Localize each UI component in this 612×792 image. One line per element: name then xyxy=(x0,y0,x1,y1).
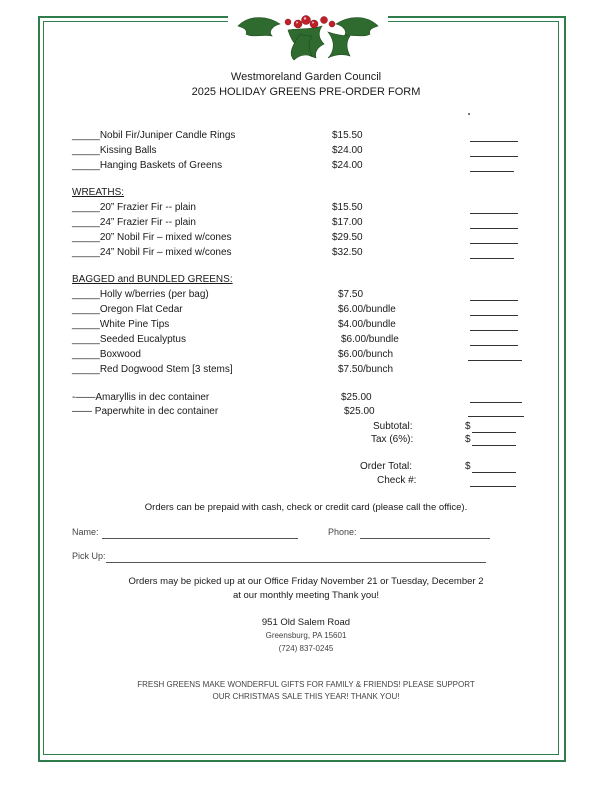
item-name: 20” Nobil Fir – mixed w/cones xyxy=(99,232,232,243)
item-name: Kissing Balls xyxy=(99,145,157,156)
pickup-note-line2: at our monthly meeting Thank you! xyxy=(232,590,380,601)
quantity-blank[interactable] xyxy=(470,202,518,214)
bagged-heading: BAGGED and BUNDLED GREENS: xyxy=(72,274,233,285)
form-title: 2025 HOLIDAY GREENS PRE-ORDER FORM xyxy=(191,86,421,98)
item-price: $17.00 xyxy=(332,217,363,228)
item-name: Oregon Flat Cedar xyxy=(99,304,183,315)
currency-sign: $ xyxy=(465,461,471,472)
quantity-blank[interactable] xyxy=(470,145,518,157)
container-item: -——Amaryllis in dec container xyxy=(72,392,210,403)
subtotal-label: Subtotal: xyxy=(373,421,413,432)
list-item: _____20” Frazier Fir -- plain xyxy=(72,202,196,213)
quantity-blank[interactable] xyxy=(470,232,518,244)
tax-field[interactable] xyxy=(472,434,516,446)
currency-sign: $ xyxy=(465,434,471,445)
quantity-blank[interactable] xyxy=(470,247,514,259)
item-name: 24” Nobil Fir – mixed w/cones xyxy=(99,247,232,258)
list-item: _____24” Frazier Fir -- plain xyxy=(72,217,196,228)
item-name: 20” Frazier Fir -- plain xyxy=(99,202,196,213)
item-price: $29.50 xyxy=(332,232,363,243)
list-item: _____Red Dogwood Stem [3 stems] xyxy=(72,364,233,375)
phone-field[interactable] xyxy=(360,537,490,539)
pickup-field[interactable] xyxy=(106,561,486,563)
payment-note: Orders can be prepaid with cash, check or credit card (please call the office). xyxy=(144,502,468,513)
subtotal-field[interactable] xyxy=(472,421,516,433)
item-name: Holly w/berries (per bag) xyxy=(99,289,209,300)
list-item: _____20” Nobil Fir – mixed w/cones xyxy=(72,232,232,243)
quantity-blank[interactable] xyxy=(470,304,518,316)
item-price: $32.50 xyxy=(332,247,363,258)
address-phone: (724) 837-0245 xyxy=(278,644,334,653)
quantity-blank[interactable] xyxy=(470,289,518,301)
wreaths-heading: WREATHS: xyxy=(72,187,125,198)
quantity-blank[interactable] xyxy=(470,130,518,142)
list-item: _____Kissing Balls xyxy=(72,145,157,156)
quantity-blank[interactable] xyxy=(470,334,518,346)
quantity-blank[interactable] xyxy=(470,217,518,229)
currency-sign: $ xyxy=(465,421,471,432)
list-item: _____Oregon Flat Cedar xyxy=(72,304,183,315)
footer-line2: OUR CHRISTMAS SALE THIS YEAR! THANK YOU! xyxy=(212,692,400,701)
holly-icon xyxy=(228,4,388,62)
item-name: Seeded Eucalyptus xyxy=(99,334,186,345)
check-label: Check #: xyxy=(377,475,417,486)
item-price: $15.50 xyxy=(332,202,363,213)
quantity-blank[interactable] xyxy=(470,160,514,172)
address-city: Greensburg, PA 15601 xyxy=(265,631,347,640)
item-name: Hanging Baskets of Greens xyxy=(99,160,223,171)
pickup-label: Pick Up: xyxy=(72,551,106,561)
stray-dot xyxy=(468,113,470,115)
order-total-label: Order Total: xyxy=(360,461,413,472)
tax-label: Tax (6%): xyxy=(371,434,414,445)
item-price: $24.00 xyxy=(332,145,363,156)
item-price: $4.00/bundle xyxy=(338,319,396,330)
item-name: Boxwood xyxy=(99,349,141,360)
list-item: _____White Pine Tips xyxy=(72,319,170,330)
list-item: _____Hanging Baskets of Greens xyxy=(72,160,223,171)
name-label: Name: xyxy=(72,527,99,537)
quantity-blank[interactable] xyxy=(468,405,524,417)
quantity-blank[interactable] xyxy=(470,391,522,403)
item-price: $25.00 xyxy=(341,392,372,403)
item-price: $24.00 xyxy=(332,160,363,171)
footer-line1: FRESH GREENS MAKE WONDERFUL GIFTS FOR FAMILY & FRIENDS! PLEASE SUPPORT xyxy=(137,680,475,689)
item-price: $25.00 xyxy=(344,406,375,417)
item-price: $7.50 xyxy=(338,289,364,300)
item-name: 24” Frazier Fir -- plain xyxy=(99,217,196,228)
list-item: _____Nobil Fir/Juniper Candle Rings xyxy=(72,130,236,141)
item-price: $7.50/bunch xyxy=(338,364,394,375)
phone-label: Phone: xyxy=(328,527,357,537)
list-item: _____Boxwood xyxy=(72,349,141,360)
item-price: $6.00/bundle xyxy=(338,304,396,315)
org-title: Westmoreland Garden Council xyxy=(230,71,382,83)
order-total-field[interactable] xyxy=(472,461,516,473)
name-field[interactable] xyxy=(102,537,298,539)
item-name: Red Dogwood Stem [3 stems] xyxy=(99,364,233,375)
list-item: _____24” Nobil Fir – mixed w/cones xyxy=(72,247,232,258)
item-price: $6.00/bunch xyxy=(338,349,394,360)
list-item: _____Seeded Eucalyptus xyxy=(72,334,186,345)
pickup-note-line1: Orders may be picked up at our Office Friday November 21 or Tuesday, December 2 xyxy=(128,576,484,587)
item-price: $15.50 xyxy=(332,130,363,141)
quantity-blank[interactable] xyxy=(468,349,522,361)
check-number-field[interactable] xyxy=(470,475,516,487)
container-item: —— Paperwhite in dec container xyxy=(72,406,219,417)
holly-decoration xyxy=(228,4,388,62)
list-item: _____Holly w/berries (per bag) xyxy=(72,289,209,300)
item-name: White Pine Tips xyxy=(99,319,170,330)
item-name: Nobil Fir/Juniper Candle Rings xyxy=(99,130,236,141)
quantity-blank[interactable] xyxy=(470,319,518,331)
address-street: 951 Old Salem Road xyxy=(261,617,351,628)
item-price: $6.00/bundle xyxy=(341,334,399,345)
